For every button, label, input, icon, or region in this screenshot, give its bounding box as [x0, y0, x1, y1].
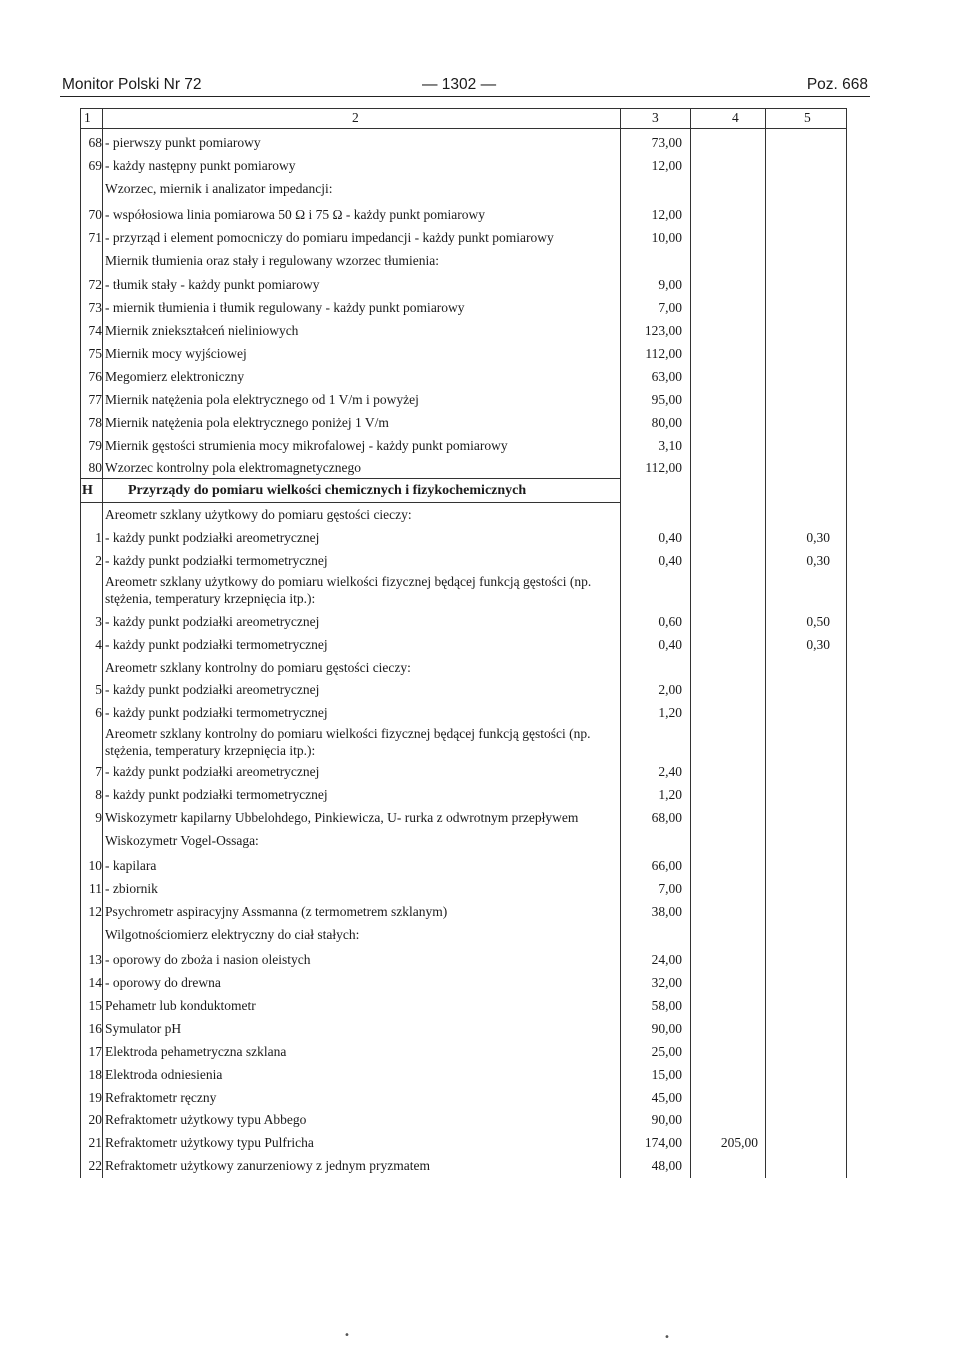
row-number: 22	[88, 1158, 102, 1173]
row-description: - zbiornik	[105, 881, 158, 896]
column-header: 4	[732, 110, 739, 125]
row-number: 18	[88, 1067, 102, 1082]
table-row	[80, 527, 847, 549]
row-number: 20	[88, 1112, 102, 1127]
row-description: - kapilara	[105, 858, 157, 873]
table-row	[80, 761, 847, 783]
table-row	[80, 435, 847, 457]
row-description: Elektroda pehametryczna szklana	[105, 1044, 287, 1059]
row-number: 72	[88, 277, 102, 292]
row-value: 7,00	[658, 881, 682, 896]
row-description: Miernik gęstości strumienia mocy mikrofalowej - każdy punkt pomiarowy	[105, 438, 508, 453]
row-value: 15,00	[651, 1067, 682, 1082]
row-description: - oporowy do drewna	[105, 975, 221, 990]
row-description: Refraktometr użytkowy typu Pulfricha	[105, 1135, 314, 1150]
section-divider	[80, 502, 620, 503]
table-row	[80, 995, 847, 1017]
table-row	[80, 807, 847, 829]
table-row	[80, 830, 847, 852]
row-value: 63,00	[651, 369, 682, 384]
row-value: 58,00	[651, 998, 682, 1013]
row-number: 76	[88, 369, 102, 384]
row-description: - pierwszy punkt pomiarowy	[105, 135, 261, 150]
row-description: Psychrometr aspiracyjny Assmanna (z termometrem szklanym)	[105, 904, 448, 919]
row-description: - każdy punkt podziałki areometrycznej	[105, 614, 320, 629]
column-header: 2	[352, 110, 359, 125]
row-number: 77	[88, 392, 102, 407]
row-description: Pehametr lub konduktometr	[105, 998, 256, 1013]
table-row	[80, 250, 847, 272]
table-row	[80, 412, 847, 434]
table-row	[80, 634, 847, 656]
table-row	[80, 204, 847, 226]
row-description: Miernik zniekształceń nieliniowych	[105, 323, 299, 338]
row-description: Wzorzec, miernik i analizator impedancji:	[105, 181, 333, 196]
row-value: 1,20	[658, 705, 682, 720]
row-number: 12	[88, 904, 102, 919]
row-description: - każdy punkt podziałki termometrycznej	[105, 553, 328, 568]
row-number: 78	[88, 415, 102, 430]
row-value: 45,00	[651, 1090, 682, 1105]
row-value: 1,20	[658, 787, 682, 802]
row-value: 80,00	[651, 415, 682, 430]
row-value: 7,00	[658, 300, 682, 315]
table-row	[80, 504, 847, 526]
row-description: Megomierz elektroniczny	[105, 369, 245, 384]
table-row	[80, 550, 847, 572]
row-number: 79	[88, 438, 102, 453]
table-row	[80, 702, 847, 724]
row-description: Wiskozymetr kapilarny Ubbelohdego, Pinkiewicza, U- rurka z odwrotnym przepływem	[105, 810, 579, 825]
column-header-row	[80, 108, 847, 128]
row-value: 0,40	[658, 553, 682, 568]
row-description: Miernik natężenia pola elektrycznego od 1 V/m i powyżej	[105, 392, 419, 407]
header-rule	[60, 96, 870, 97]
row-number: 2	[95, 553, 102, 568]
position-number: Poz. 668	[806, 76, 868, 93]
row-number: 1	[95, 530, 102, 545]
row-description: Refraktometr użytkowy typu Abbego	[105, 1112, 307, 1127]
row-number: 15	[88, 998, 102, 1013]
row-value: 90,00	[651, 1112, 682, 1127]
column-header: 1	[84, 110, 91, 125]
row-description: - przyrząd i element pomocniczy do pomiaru impedancji - każdy punkt pomiarowy	[105, 230, 554, 245]
row-description: Wzorzec kontrolny pola elektromagnetycznego	[105, 460, 362, 475]
table-row	[80, 274, 847, 296]
row-description: - każdy punkt podziałki termometrycznej	[105, 705, 328, 720]
row-description: - współosiowa linia pomiarowa 50 Ω i 75 Ω - każdy punkt pomiarowy	[105, 207, 486, 222]
table-row	[80, 1041, 847, 1063]
row-number: 7	[95, 764, 102, 779]
table-row	[80, 297, 847, 319]
row-value: 112,00	[645, 346, 682, 361]
row-value: 25,00	[651, 1044, 682, 1059]
scan-artifact: •	[344, 1330, 350, 1341]
table-row	[80, 1132, 847, 1154]
row-description: Areometr szklany kontrolny do pomiaru wielkości fizycznej będącej funkcją gęstości (np. stężenia, temperatury krzepnięcia itp.):	[105, 726, 591, 758]
row-description: Areometr szklany kontrolny do pomiaru gęstości cieczy:	[105, 660, 411, 675]
row-value: 0,40	[658, 637, 682, 652]
table-row	[80, 1087, 847, 1109]
page-header	[62, 76, 868, 98]
table-row	[80, 722, 847, 762]
row-number: 70	[88, 207, 102, 222]
row-value: 12,00	[651, 158, 682, 173]
row-number: 14	[88, 975, 102, 990]
table-row	[80, 901, 847, 923]
row-description: - oporowy do zboża i nasion oleistych	[105, 952, 311, 967]
row-value: 73,00	[651, 135, 682, 150]
table-row	[80, 924, 847, 946]
row-number: 16	[88, 1021, 102, 1036]
row-value: 95,00	[651, 392, 682, 407]
row-description: - każdy punkt podziałki areometrycznej	[105, 682, 320, 697]
row-value: 2,00	[658, 682, 682, 697]
row-number: 6	[95, 705, 102, 720]
column-header: 3	[652, 110, 659, 125]
row-value-col4: 205,00	[720, 1135, 758, 1150]
row-value-col5: 0,30	[806, 530, 830, 545]
row-value: 90,00	[651, 1021, 682, 1036]
row-value: 12,00	[651, 207, 682, 222]
row-description: - każdy punkt podziałki areometrycznej	[105, 764, 320, 779]
row-number: 75	[88, 346, 102, 361]
table-row	[80, 949, 847, 971]
section-letter: H	[82, 483, 93, 498]
row-description: - każdy punkt podziałki termometrycznej	[105, 637, 328, 652]
row-number: 11	[89, 881, 102, 896]
row-description: Elektroda odniesienia	[105, 1067, 223, 1082]
table-row	[80, 178, 847, 200]
row-number: 13	[88, 952, 102, 967]
row-description: - każdy punkt podziałki areometrycznej	[105, 530, 320, 545]
row-description: - tłumik stały - każdy punkt pomiarowy	[105, 277, 320, 292]
row-description: Wiskozymetr Vogel-Ossaga:	[105, 833, 259, 848]
table-row	[80, 389, 847, 411]
row-description: Areometr szklany użytkowy do pomiaru gęstości cieczy:	[105, 507, 412, 522]
table-row	[80, 457, 847, 479]
row-value: 123,00	[644, 323, 682, 338]
row-description: Miernik mocy wyjściowej	[105, 346, 247, 361]
row-value: 174,00	[644, 1135, 682, 1150]
row-number: 17	[88, 1044, 102, 1059]
row-number: 8	[95, 787, 102, 802]
row-number: 3	[95, 614, 102, 629]
table-row	[80, 1018, 847, 1040]
row-number: 69	[88, 158, 102, 173]
scan-artifact: •	[664, 1332, 670, 1343]
row-value: 68,00	[651, 810, 682, 825]
table-row	[80, 155, 847, 177]
table-row	[80, 878, 847, 900]
row-value: 32,00	[651, 975, 682, 990]
table-row	[80, 1109, 847, 1131]
row-number: 4	[95, 637, 102, 652]
row-description: - miernik tłumienia i tłumik regulowany - każdy punkt pomiarowy	[105, 300, 465, 315]
row-value: 3,10	[658, 438, 682, 453]
row-number: 10	[88, 858, 102, 873]
row-number: 68	[88, 135, 102, 150]
row-description: Miernik natężenia pola elektrycznego poniżej 1 V/m	[105, 415, 389, 430]
row-value: 9,00	[658, 277, 682, 292]
table-row	[80, 343, 847, 365]
table-row	[80, 1064, 847, 1086]
row-value-col5: 0,50	[806, 614, 830, 629]
section-title: Przyrządy do pomiaru wielkości chemicznych i fizykochemicznych	[128, 483, 527, 498]
row-description: Wilgotnościomierz elektryczny do ciał stałych:	[105, 927, 360, 942]
table-row	[80, 366, 847, 388]
page-number: — 1302 —	[422, 76, 497, 93]
row-number: 73	[88, 300, 102, 315]
fee-table	[80, 108, 847, 1178]
row-value: 38,00	[651, 904, 682, 919]
row-number: 19	[88, 1090, 102, 1105]
row-value: 2,40	[658, 764, 682, 779]
row-number: 80	[88, 460, 102, 475]
header-divider	[80, 128, 847, 129]
row-number: 5	[95, 682, 102, 697]
row-value: 112,00	[645, 460, 682, 475]
publication-title: Monitor Polski Nr 72	[62, 76, 202, 93]
table-row	[80, 657, 847, 679]
row-value: 24,00	[651, 952, 682, 967]
table-row	[80, 132, 847, 154]
table-row	[80, 855, 847, 877]
row-value: 66,00	[651, 858, 682, 873]
row-description: Miernik tłumienia oraz stały i regulowany wzorzec tłumienia:	[105, 253, 440, 268]
row-description: Areometr szklany użytkowy do pomiaru wielkości fizycznej będącej funkcją gęstości (np. stężenia, temperatury krzepnięcia itp.):	[105, 574, 592, 606]
table-row	[80, 227, 847, 249]
table-row	[80, 570, 847, 610]
row-value: 0,40	[658, 530, 682, 545]
row-number: 71	[88, 230, 102, 245]
row-number: 74	[88, 323, 102, 338]
row-value-col5: 0,30	[806, 637, 830, 652]
row-value: 48,00	[651, 1158, 682, 1173]
table-row	[80, 972, 847, 994]
row-value: 0,60	[658, 614, 682, 629]
row-number: 21	[88, 1135, 102, 1150]
row-description: Symulator pH	[105, 1021, 182, 1036]
column-header: 5	[804, 110, 811, 125]
row-description: Refraktometr ręczny	[105, 1090, 217, 1105]
table-row	[80, 611, 847, 633]
row-value: 10,00	[651, 230, 682, 245]
row-description: Refraktometr użytkowy zanurzeniowy z jednym pryzmatem	[105, 1158, 431, 1173]
section-header	[80, 480, 847, 502]
row-description: - każdy punkt podziałki termometrycznej	[105, 787, 328, 802]
row-description: - każdy następny punkt pomiarowy	[105, 158, 296, 173]
table-row	[80, 1155, 847, 1177]
table-row	[80, 784, 847, 806]
row-value-col5: 0,30	[806, 553, 830, 568]
table-row	[80, 320, 847, 342]
table-row	[80, 679, 847, 701]
row-number: 9	[95, 810, 102, 825]
